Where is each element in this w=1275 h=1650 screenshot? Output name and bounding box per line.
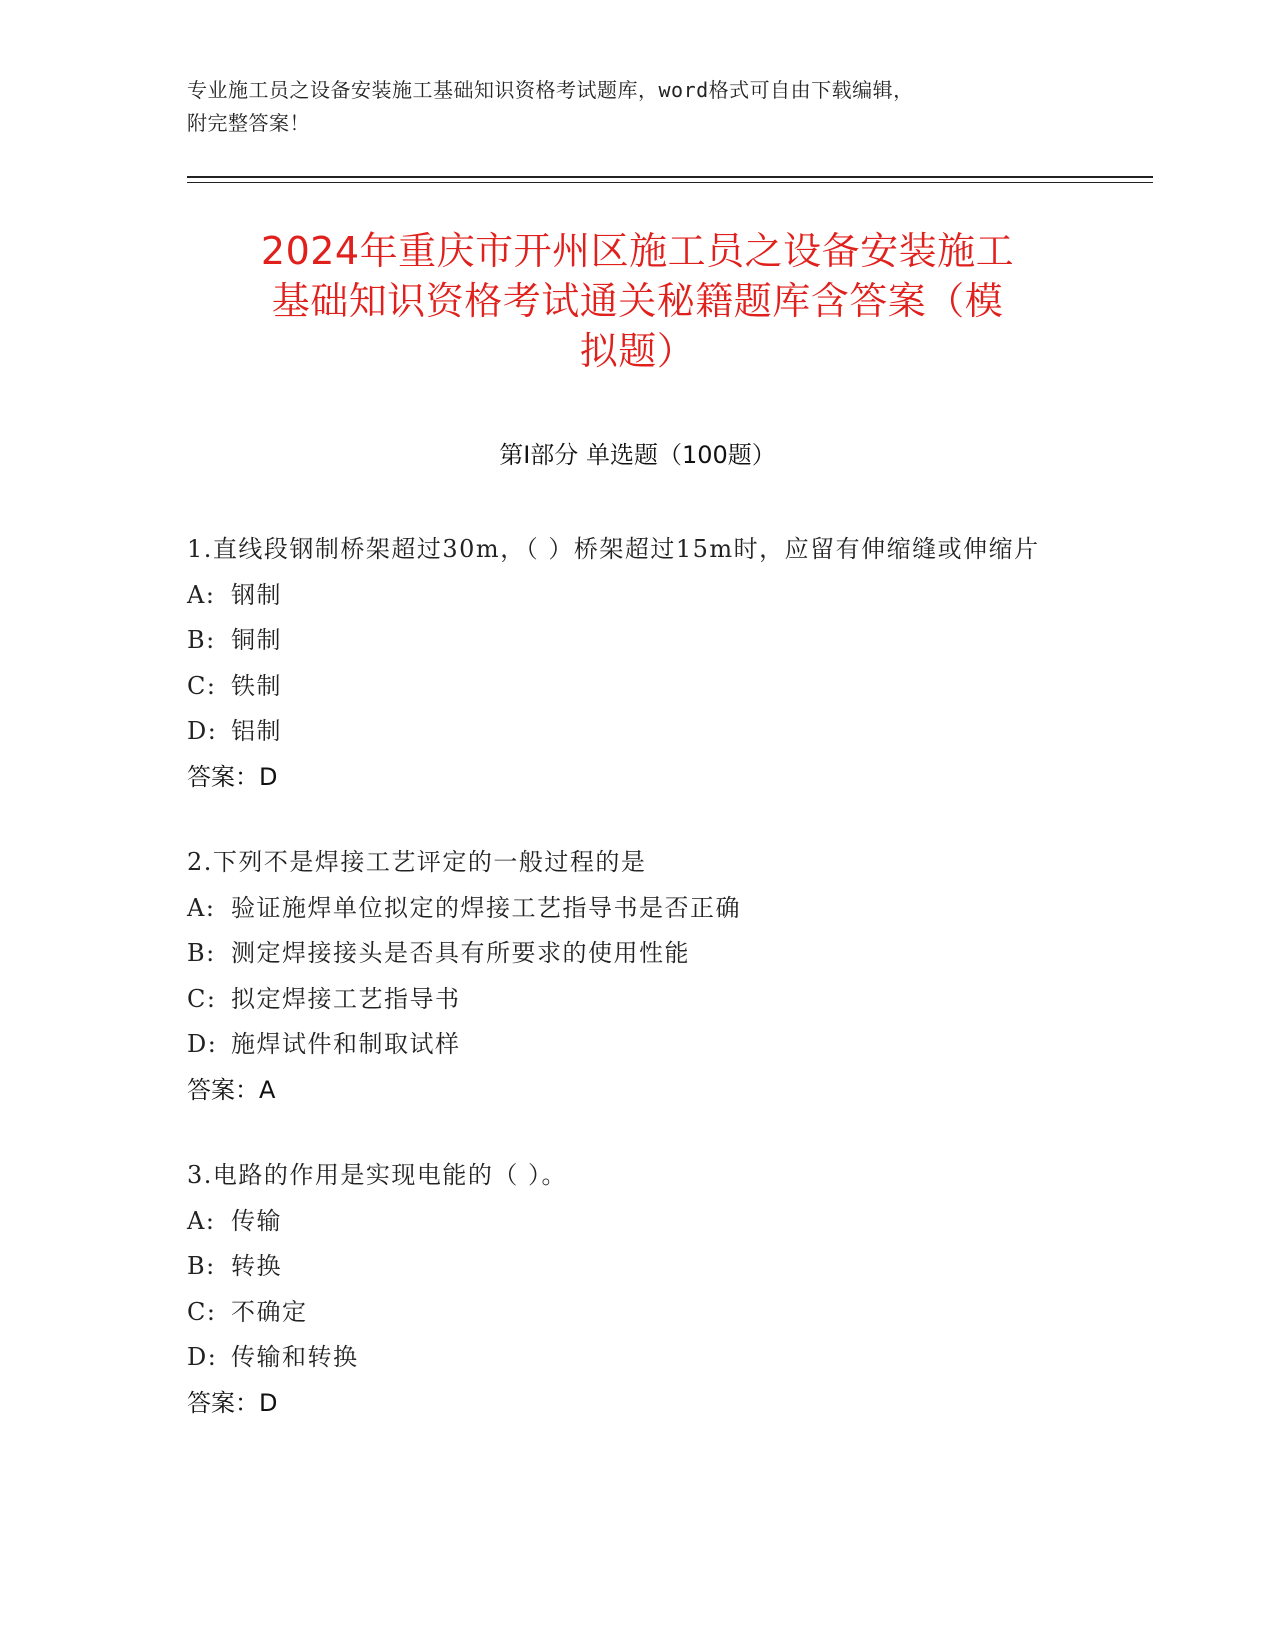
section-heading: 第Ⅰ部分 单选题（100题） (499, 441, 776, 469)
header-note (187, 74, 1067, 140)
answer-line: 答案：D (187, 762, 278, 791)
option-text: 不确定 (231, 1297, 308, 1326)
option-text: 传输 (231, 1206, 282, 1235)
option-text: 钢制 (231, 580, 282, 609)
question-3 (187, 1153, 1067, 1426)
option-letter: B: (187, 1252, 216, 1280)
option-a (187, 573, 1067, 619)
option-letter: B: (187, 939, 216, 967)
option-d (187, 709, 1067, 755)
question-text: 2.下列不是焊接工艺评定的一般过程的是 (187, 848, 647, 876)
option-letter: C: (187, 984, 217, 1013)
option-d (187, 1335, 1067, 1381)
option-c (187, 977, 1067, 1023)
answer-line: 答案：D (187, 1388, 278, 1417)
option-d (187, 1022, 1067, 1068)
option-text: 拟定焊接工艺指导书 (231, 984, 461, 1013)
option-text: 验证施焊单位拟定的焊接工艺指导书是否正确 (231, 893, 741, 922)
option-a (187, 1199, 1067, 1245)
option-text: 铝制 (231, 717, 282, 745)
option-text: 施焊试件和制取试样 (231, 1030, 461, 1058)
option-letter: A: (187, 580, 216, 609)
header-rule-thin (187, 182, 1153, 183)
option-text: 测定焊接接头是否具有所要求的使用性能 (231, 939, 690, 967)
option-c (187, 664, 1067, 710)
document-title-line-1: 2024年重庆市开州区施工员之设备安装施工 (260, 229, 1015, 273)
option-c (187, 1290, 1067, 1336)
option-letter: C: (187, 1297, 217, 1326)
question-2 (187, 840, 1067, 1113)
option-text: 转换 (231, 1252, 282, 1280)
option-text: 铜制 (231, 626, 282, 654)
question-text: 3.电路的作用是实现电能的（ ）。 (187, 1161, 568, 1189)
header-rule-thick (187, 176, 1153, 178)
option-a (187, 886, 1067, 932)
option-letter: D: (187, 1030, 218, 1058)
option-letter: D: (187, 717, 218, 745)
header-note-line-1: 专业施工员之设备安装施工基础知识资格考试题库，word格式可自由下载编辑， (187, 78, 914, 102)
option-letter: A: (187, 893, 216, 922)
option-letter: B: (187, 626, 216, 654)
question-list (187, 527, 1067, 1466)
option-letter: C: (187, 671, 217, 700)
document-title-line-2: 基础知识资格考试通关秘籍题库含答案（模 (271, 279, 1004, 323)
question-1 (187, 527, 1067, 800)
option-b (187, 618, 1067, 664)
answer-line: 答案：A (187, 1075, 276, 1104)
option-b (187, 1244, 1067, 1290)
document-title (150, 226, 1125, 376)
option-letter: A: (187, 1206, 216, 1235)
option-letter: D: (187, 1343, 218, 1371)
document-title-line-3: 拟题） (579, 329, 696, 373)
option-text: 传输和转换 (231, 1343, 359, 1371)
header-note-line-2: 附完整答案！ (187, 111, 310, 135)
option-text: 铁制 (231, 671, 282, 700)
question-text: 1.直线段钢制桥架超过30m，（ ）桥架超过15m时，应留有伸缩缝或伸缩片 (187, 535, 1040, 563)
option-b (187, 931, 1067, 977)
